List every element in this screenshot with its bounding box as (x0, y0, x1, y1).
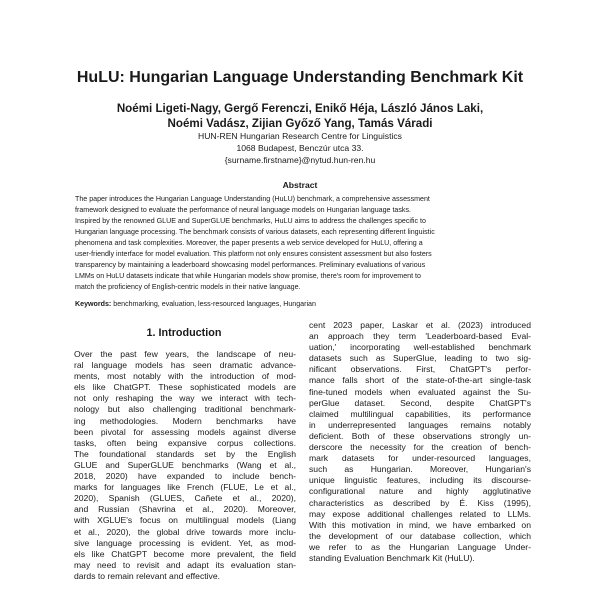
body-line: ments, most notably with the introduction of mod- (74, 371, 296, 382)
body-line: may need to revisit and adapt its evaluation stan- (74, 559, 296, 570)
affiliation: HUN-REN Hungarian Research Centre for Linguistics (198, 131, 402, 141)
body-line: the development of our database collection, which (309, 530, 531, 541)
body-line: deficient. Both of these observations strongly un- (309, 430, 531, 441)
abstract-line: The paper introduces the Hungarian Language Understanding (HuLU) benchmark, a comprehensive assessment (75, 195, 430, 203)
email: {surname.firstname}@nytud.hun-ren.hu (224, 155, 376, 165)
affiliation-block (60, 130, 540, 166)
body-line: ing methodologies. Modern benchmarks have (74, 415, 296, 426)
abstract-heading: Abstract (282, 180, 318, 190)
abstract-line: Hungarian language processing. The benchmark consists of various datasets, each representing different linguistic (75, 228, 435, 236)
body-line: tasks, often being expansive corpus collections. (74, 437, 296, 448)
paper-title: HuLU: Hungarian Language Understanding Benchmark Kit (76, 69, 524, 86)
keywords-text: benchmarking, evaluation, less-resourced languages, Hungarian (113, 300, 316, 308)
body-line: els like ChatGPT. These sophisticated models are (74, 382, 296, 393)
author-list (60, 101, 540, 131)
abstract-line: Inspired by the renowned GLUE and SuperGLUE benchmarks, HuLU aims to address the challenges specific to (75, 217, 426, 225)
body-line: nificant observations. First, ChatGPT's perfor- (309, 364, 531, 375)
body-line: derscore the necessity for the creation of bench- (309, 442, 531, 453)
authors-line: Noémi Ligeti-Nagy, Gergő Ferenczi, Enikő Héja, László János Laki, (116, 102, 484, 115)
body-line: els like ChatGPT become more prevalent, the field (74, 548, 296, 559)
body-line: 2020), Spanish (GLUES, Cañete et al., 2020), (74, 493, 296, 504)
abstract-line: match the proficiency of English-centric models in their native language. (75, 283, 301, 291)
abstract-line: framework designed to evaluate the performance of neural language models on Hungarian language tasks. (75, 206, 411, 214)
body-line: such as Hungarian. Moreover, Hungarian's (309, 464, 531, 475)
body-line: ral language models has seen dramatic advance- (74, 360, 296, 371)
body-line: mance falls short of the state-of-the-art single-task (309, 375, 531, 386)
body-line: configurational nature and highly agglutinative (309, 486, 531, 497)
body-line: and Russian (Shavrina et al., 2020). Moreover, (74, 504, 296, 515)
body-line: an approach they term 'Leaderboard-based Eval- (309, 331, 531, 342)
body-line: claimed multilingual capabilities, its performance (309, 408, 531, 419)
body-line: GLUE and SuperGLUE benchmarks (Wang et al., (74, 459, 296, 470)
body-line: been pivotal for assessing models against diverse (74, 426, 296, 437)
abstract-line: LMMs on HuLU datasets indicate that while Hungarian models show promise, there's room for improvement to (75, 272, 421, 280)
body-line: datasets such as SuperGlue, leading to two sig- (309, 353, 531, 364)
keywords (75, 299, 527, 310)
section-heading-introduction: 1. Introduction (146, 327, 222, 339)
authors-line: Noémi Vadász, Zijian Győző Yang, Tamás Váradi (167, 117, 433, 130)
body-line: mark datasets for under-resourced languages, (309, 453, 531, 464)
left-column-text (74, 349, 296, 582)
body-line: characteristics as described by É. Kiss (1995), (309, 497, 531, 508)
body-line: may expose additional challenges related to LLMs. (309, 508, 531, 519)
body-line: uation,' incorporating well-established benchmark (309, 342, 531, 353)
body-line: et al., 2020), the global drive towards more inclu- (74, 526, 296, 537)
body-line: 2018, 2020) have expanded to include bench- (74, 471, 296, 482)
body-line: not only reshaping the way we interact with tech- (74, 393, 296, 404)
abstract-line: phenomena and task complexities. Moreover, the paper presents a web service developed for HuLU, offering a (75, 239, 423, 247)
body-line: With this motivation in mind, we have embarked on (309, 519, 531, 530)
body-line: nology but also challenging traditional benchmark- (74, 404, 296, 415)
body-line: standing Evaluation Benchmark Kit (HuLU). (309, 552, 475, 563)
body-line: with XGLUE's focus on multilingual models (Liang (74, 515, 296, 526)
body-line: marks for languages like French (FLUE, Le et al., (74, 482, 296, 493)
body-line: dards to remain relevant and effective. (74, 570, 221, 581)
abstract-line: user-friendly interface for model evaluation. This platform not only ensures consistent assessment but also fosters (75, 250, 432, 258)
keywords-label: Keywords: (75, 300, 112, 308)
abstract-body (75, 194, 527, 293)
address: 1068 Budapest, Benczúr utca 33. (236, 143, 364, 153)
right-column-text (309, 320, 531, 564)
body-line: perGlue dataset. Second, despite ChatGPT's (309, 397, 531, 408)
body-line: fine-tuned models when evaluated against the Su- (309, 386, 531, 397)
abstract-line: transparency by maintaining a leaderboard showcasing model performances. Preliminary evaluations of various (75, 261, 426, 269)
body-line: cent 2023 paper, Laskar et al. (2023) introduced (309, 320, 531, 330)
body-line: unique linguistic features, including its discourse- (309, 475, 531, 486)
body-line: The foundational standards set by the English (74, 448, 296, 459)
body-line: Over the past few years, the landscape of neu- (74, 349, 296, 359)
body-line: we refer to as the Hungarian Language Under- (309, 541, 531, 552)
body-line: in underrepresented languages remains notably (309, 419, 531, 430)
body-line: sive language processing is evident. Yet, as mod- (74, 537, 296, 548)
